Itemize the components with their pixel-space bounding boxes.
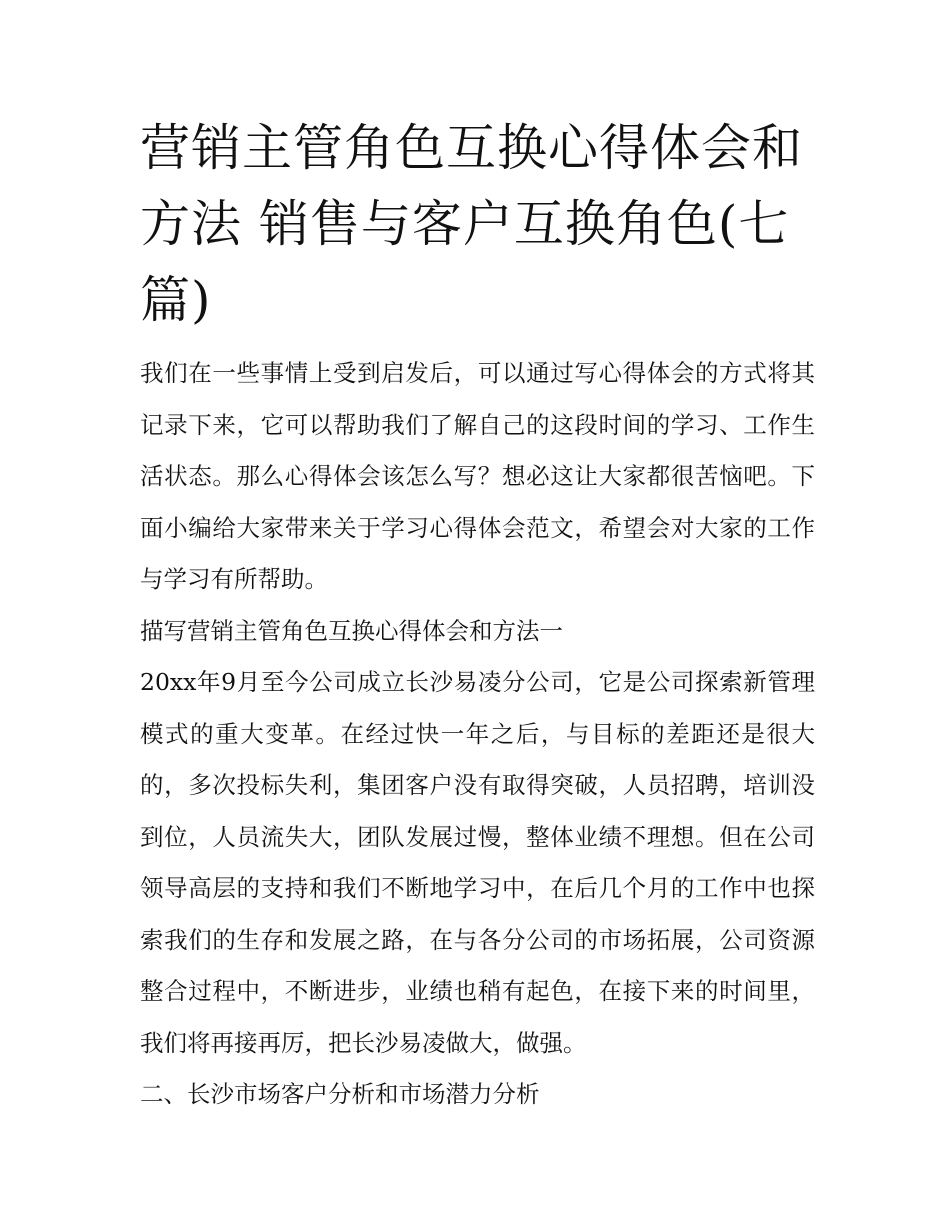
section-1-heading: 描写营销主管角色互换心得体会和方法一 [140,616,563,645]
section-1-body: 20xx年9月至今公司成立长沙易凌分公司，它是公司探索新管理模式的重大变革。在经过快一年之后，与目标的差距还是很大的，多次投标失利，集团客户没有取得突破，人员招聘，培训没到位，人员流失大，团队发展过慢，整体业绩不理想。但在公司领导高层的支持和我们不断地学习中，在后几个月的工作中也探索我们的生存和发展之路，在与各分公司的市场拓展，公司资源整合过程中，不断进步，业绩也稍有起色，在接下来的时间里，我们将再接再厉，把长沙易凌做大，做强。 [140,668,815,1057]
document-title: 营销主管角色互换心得体会和方法 销售与客户互换角色(七篇) [140,119,803,329]
document-page [140,110,815,1121]
intro-paragraph: 我们在一些事情上受到启发后，可以通过写心得体会的方式将其记录下来，它可以帮助我们了解自己的这段时间的学习、工作生活状态。那么心得体会该怎么写？想必这让大家都很苦恼吧。下面小编给大家带来关于学习心得体会范文，希望会对大家的工作与学习有所帮助。 [140,359,815,593]
section-2-heading: 二、长沙市场客户分析和市场潜力分析 [140,1080,540,1108]
